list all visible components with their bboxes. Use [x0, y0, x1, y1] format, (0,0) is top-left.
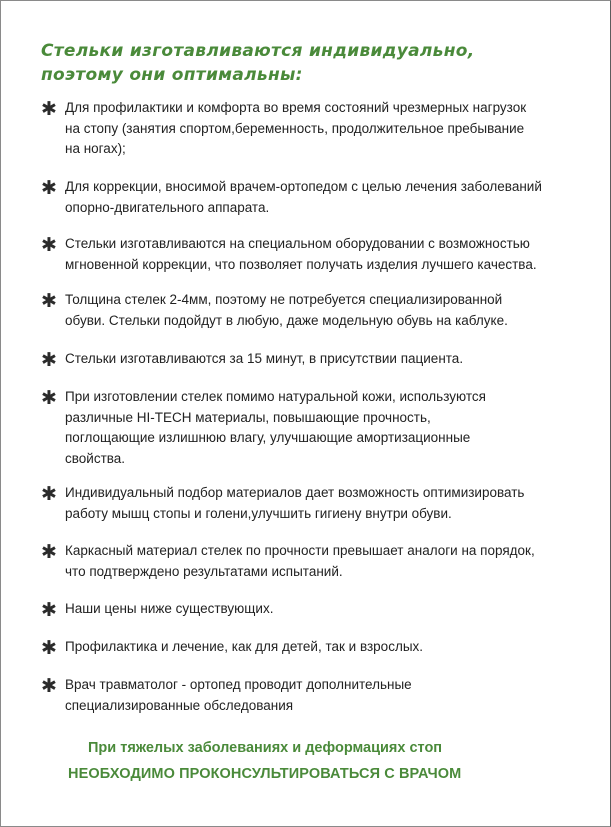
asterisk-bullet-icon: ✱: [41, 234, 57, 256]
asterisk-bullet-icon: ✱: [41, 637, 57, 659]
list-item-text: Стельки изготавливаются за 15 минут, в присутствии пациента.: [65, 351, 464, 366]
list-item: [41, 234, 561, 275]
list-item-text: Каркасный материал стелек по прочности превышает аналоги на порядок, что подтверждено результатами испытаний.: [65, 543, 535, 579]
asterisk-bullet-icon: ✱: [41, 349, 57, 371]
list-item: [41, 675, 561, 716]
asterisk-bullet-icon: ✱: [41, 387, 57, 409]
list-item: [41, 483, 561, 524]
heading-line-2: поэтому они оптимальны:: [41, 65, 303, 85]
list-item-text: Для профилактики и комфорта во время состояний чрезмерных нагрузок на стопу (занятия спортом,беременность, продолжительное пребывание на ногах);: [65, 100, 527, 156]
list-item-text: При изготовлении стелек помимо натуральной кожи, используются различные HI-TECH материалы, повышающие прочность, поглощающие излишнюю влагу, улучшающие амортизационные свойства.: [65, 389, 486, 466]
notice-line-2: НЕОБХОДИМО ПРОКОНСУЛЬТИРОВАТЬСЯ С ВРАЧОМ: [68, 766, 462, 782]
list-item-text: Стельки изготавливаются на специальном оборудовании с возможностью мгновенной коррекции, что позволяет получать изделия лучшего качества.: [65, 236, 537, 272]
list-item-text: Врач травматолог - ортопед проводит дополнительные специализированные обследования: [65, 677, 412, 713]
list-item: [41, 599, 561, 620]
list-item: [41, 349, 561, 370]
notice-line-1: При тяжелых заболеваниях и деформациях стоп: [88, 740, 443, 756]
list-item: [41, 541, 561, 582]
list-item-text: Толщина стелек 2-4мм, поэтому не потребуется специализированной обуви. Стельки подойдут в любую, даже модельную обувь на каблуке.: [65, 292, 508, 328]
list-item: [41, 177, 561, 218]
heading-line-1: Стельки изготавливаются индивидуально,: [41, 41, 475, 61]
list-item-text: Наши цены ниже существующих.: [65, 601, 274, 616]
list-item: [41, 98, 561, 160]
asterisk-bullet-icon: ✱: [41, 177, 57, 199]
list-item: [41, 387, 561, 469]
asterisk-bullet-icon: ✱: [41, 675, 57, 697]
list-item-text: Индивидуальный подбор материалов дает возможность оптимизировать работу мышц стопы и голени,улучшить гигиену внутри обуви.: [65, 485, 525, 521]
page-heading: [41, 39, 581, 87]
asterisk-bullet-icon: ✱: [41, 541, 57, 563]
asterisk-bullet-icon: ✱: [41, 599, 57, 621]
list-item: [41, 637, 561, 658]
asterisk-bullet-icon: ✱: [41, 483, 57, 505]
asterisk-bullet-icon: ✱: [41, 290, 57, 312]
list-item-text: Профилактика и лечение, как для детей, так и взрослых.: [65, 639, 424, 654]
list-item: [41, 290, 561, 331]
asterisk-bullet-icon: ✱: [41, 98, 57, 120]
list-item-text: Для коррекции, вносимой врачем-ортопедом с целью лечения заболеваний опорно-двигательного аппарата.: [65, 179, 542, 215]
